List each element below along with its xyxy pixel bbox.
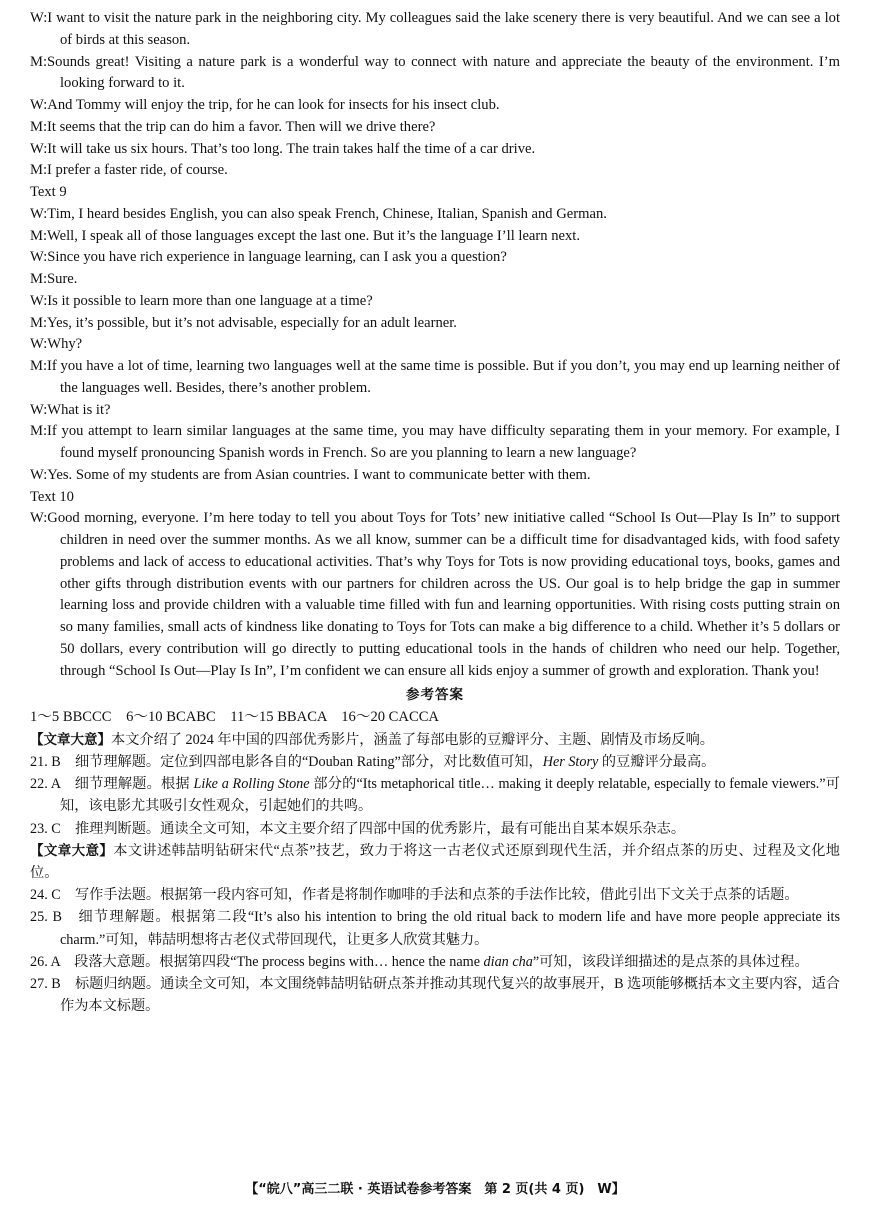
dialogue-line: W:What is it?	[30, 401, 111, 418]
dialogue-line: M:Sure.	[30, 271, 78, 287]
text-10-heading: Text 10	[30, 488, 74, 505]
dialogue-line: W:Is it possible to learn more than one language at a time?	[30, 292, 373, 309]
monologue: W:Good morning, everyone. I’m here today to tell you about Toys for Tots’ new initiative called “School Is Out—Play Is In” to support children in need over the summer months. As we all know, summer can be a difficult time for disadvantaged kids, with food safety problems and lack of access to educational activities. That’s why Toys for Tots is now providing educational toys, books, games and other gifts through distribution events with our partners for children across the US. Our goal is to help bridge the gap in summer learning loss and provide children with a valuable time filled with fun and learning opportunities. With rising costs putting strain on so many families, small acts of kindness like donating to Toys for Tots can make a big difference to a child. Whether it’s 5 dollars or 50 dollars, every contribution will go directly to putting educational tools in the hands of children who need our help. Together, through “School Is Out—Play Is In”, I’m confident we can ensure all kids enjoy a summer of growth and exploration. Thank you!	[30, 510, 840, 679]
explanation-26: 26. A 段落大意题。根据第四段“The process begins with… hence the name dian cha”可知，该段详细描述的是点茶的具体过程。	[30, 953, 809, 970]
dialogue-line: M:I prefer a faster ride, of course.	[30, 162, 228, 179]
dialogue-line: M:If you attempt to learn similar languages at the same time, you may have difficulty separating them in your memory. For example, I found myself pronouncing Spanish words in French. So are you planning to learn a new language?	[30, 423, 840, 461]
summary-1: 【文章大意】本文介绍了 2024 年中国的四部优秀影片，涵盖了每部电影的豆瓣评分、主题、剧情及市场反响。	[30, 731, 714, 748]
dialogue-line: M:If you have a lot of time, learning two languages well at the same time is possible. But if you don’t, you may end up learning neither of the languages well. Besides, there’s another problem.	[30, 358, 840, 396]
dialogue-line: M:Sounds great! Visiting a nature park is a wonderful way to connect with nature and appreciate the beauty of the environment. I’m looking forward to it.	[30, 53, 840, 92]
explanation-21: 21. B 细节理解题。定位到四部电影各自的“Douban Rating”部分，对比数值可知，Her Story 的豆瓣评分最高。	[30, 753, 716, 770]
dialogue-line: M:Well, I speak all of those languages except the last one. But it’s the language I’ll learn next.	[30, 227, 580, 244]
answer-key-line: 1～5 BBCCC 6～10 BCABC 11～15 BBACA 16～20 CACCA	[30, 709, 439, 725]
dialogue-line: M:It seems that the trip can do him a favor. Then will we drive there?	[30, 118, 436, 135]
dialogue-1	[30, 8, 840, 182]
text-9-heading: Text 9	[30, 184, 67, 200]
answer-key-title: 参考答案	[406, 687, 464, 704]
summary-2: 【文章大意】本文讲述韩喆明钻研宋代“点茶”技艺，致力于将这一古老仪式还原到现代生活，并介绍点茶的历史、过程及文化地位。	[30, 842, 840, 881]
dialogue-line: W:Yes. Some of my students are from Asian countries. I want to communicate better with them.	[30, 466, 591, 483]
dialogue-line: W:Why?	[30, 336, 83, 353]
dialogue-line: W:It will take us six hours. That’s too long. The train takes half the time of a car drive.	[30, 140, 536, 157]
document-page	[30, 8, 840, 1017]
dialogue-line: M:Yes, it’s possible, but it’s not advisable, especially for an adult learner.	[30, 314, 457, 331]
dialogue-line: W:Tim, I heard besides English, you can also speak French, Chinese, Italian, Spanish and German.	[30, 205, 607, 222]
page-footer: 【“皖八”高三二联 · 英语试卷参考答案 第 2 页(共 4 页) W】	[245, 1182, 625, 1197]
explanation-22: 22. A 细节理解题。根据 Like a Rolling Stone 部分的“Its metaphorical title… making it deeply relatable, especially to female viewers.”可知，该电影尤其吸引女性观众，引起她们的共鸣。	[30, 776, 840, 815]
explanation-24: 24. C 写作手法题。根据第一段内容可知，作者是将制作咖啡的手法和点茶的手法作比较，借此引出下文关于点茶的话题。	[30, 887, 799, 904]
explanation-25: 25. B 细节理解题。根据第二段“It’s also his intention to bring the old ritual back to modern life and have more people appreciate its charm.”可知，韩喆明想将古老仪式带回现代，让更多人欣赏其魅力。	[30, 909, 840, 948]
dialogue-line: W:I want to visit the nature park in the neighboring city. My colleagues said the lake scenery there is very beautiful. And we can see a lot of birds at this season.	[30, 10, 840, 48]
dialogue-line: W:Since you have rich experience in language learning, can I ask you a question?	[30, 249, 507, 266]
explanation-27: 27. B 标题归纳题。通读全文可知，本文围绕韩喆明钻研点茶并推动其现代复兴的故事展开，B 选项能够概括本文主要内容，适合作为本文标题。	[30, 975, 840, 1015]
dialogue-2	[30, 204, 840, 487]
dialogue-line: W:And Tommy will enjoy the trip, for he can look for insects for his insect club.	[30, 97, 500, 113]
explanation-23: 23. C 推理判断题。通读全文可知，本文主要介绍了四部中国的优秀影片，最有可能出自某本娱乐杂志。	[30, 820, 686, 837]
